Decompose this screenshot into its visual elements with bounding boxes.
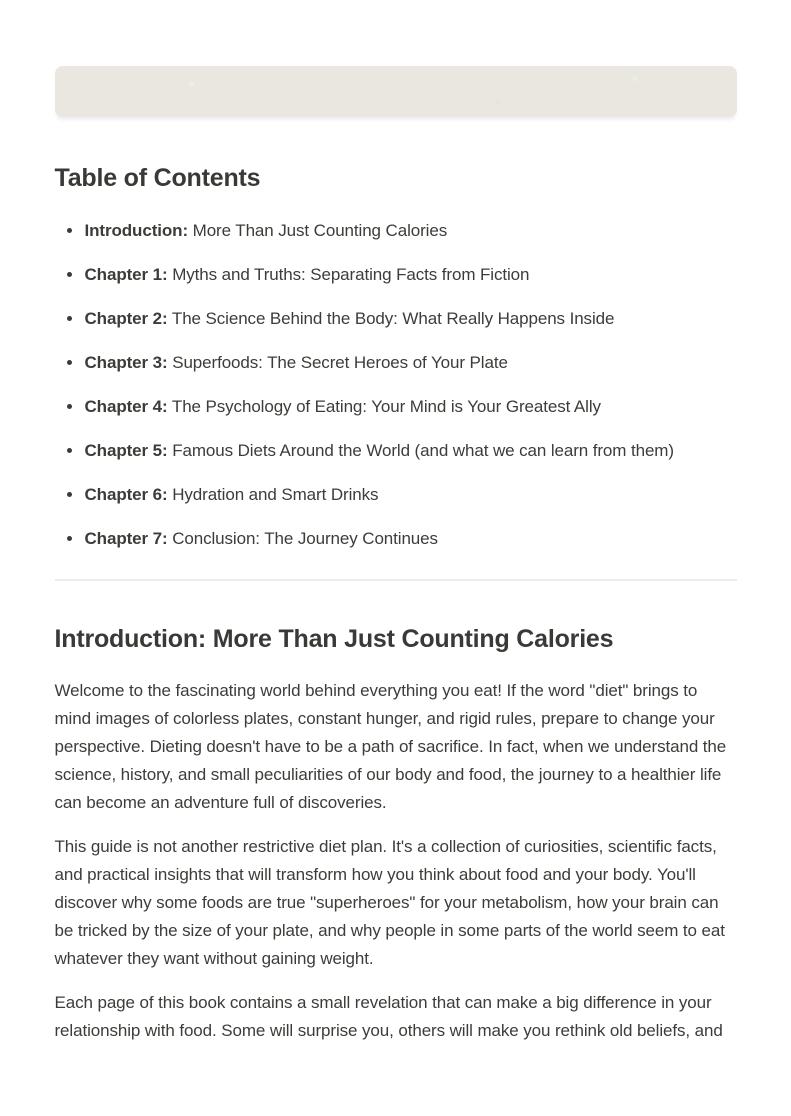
toc-item-chapter-4 <box>55 395 737 419</box>
bullet-icon <box>67 228 72 233</box>
banner-image <box>55 66 737 117</box>
toc-item-text: Famous Diets Around the World (and what we can learn from them) <box>172 440 674 460</box>
toc-item-label: Chapter 4: <box>84 396 168 416</box>
bullet-icon <box>67 360 72 365</box>
bullet-icon <box>67 448 72 453</box>
bullet-icon <box>67 536 72 541</box>
toc-item-text: Hydration and Smart Drinks <box>172 484 379 504</box>
toc-item-text: The Science Behind the Body: What Really Happens Inside <box>171 308 615 328</box>
intro-paragraph-1: Welcome to the fascinating world behind everything you eat! If the word "diet" brings to mind images of colorless plates, constant hunger, and rigid rules, prepare to change your perspective. Dieting doesn't have to be a path of sacrifice. In fact, when we understand the science, history, and small peculiarities of our body and food, the journey to a healthier life can become an adventure full of discoveries. <box>54 681 727 812</box>
introduction-title: Introduction: More Than Just Counting Calories <box>54 624 614 653</box>
toc-item-text: Superfoods: The Secret Heroes of Your Plate <box>172 352 508 372</box>
toc-item-label: Chapter 6: <box>84 484 168 504</box>
toc-item-chapter-2 <box>55 307 737 331</box>
toc-item-label: Chapter 2: <box>84 308 168 328</box>
toc-item-text: Conclusion: The Journey Continues <box>172 528 438 548</box>
document-page <box>55 66 737 1045</box>
toc-item-label: Introduction: <box>84 220 189 240</box>
toc-item-chapter-7 <box>55 527 737 551</box>
intro-paragraph-2: This guide is not another restrictive diet plan. It's a collection of curiosities, scientific facts, and practical insights that will transform how you think about food and your body. You'll discover why some foods are true "superheroes" for your metabolism, how your brain can be tricked by the size of your plate, and why people in some parts of the world seem to eat whatever they want without gaining weight. <box>54 837 725 968</box>
bullet-icon <box>67 492 72 497</box>
bullet-icon <box>67 316 72 321</box>
toc-title: Table of Contents <box>54 164 261 192</box>
toc-item-label: Chapter 1: <box>84 264 168 284</box>
toc-item-chapter-3 <box>55 351 737 375</box>
bullet-icon <box>67 272 72 277</box>
toc-item-text: More Than Just Counting Calories <box>192 220 448 240</box>
section-divider <box>55 579 737 581</box>
toc-item-label: Chapter 7: <box>84 528 168 548</box>
toc-item-chapter-5 <box>55 439 737 463</box>
toc-item-chapter-1 <box>55 263 737 287</box>
toc-item-text: The Psychology of Eating: Your Mind is Your Greatest Ally <box>171 396 601 416</box>
introduction-body <box>55 677 737 1045</box>
toc-item-text: Myths and Truths: Separating Facts from Fiction <box>172 264 530 284</box>
toc-item-chapter-6 <box>55 483 737 507</box>
toc-item-label: Chapter 5: <box>84 440 168 460</box>
toc-item-introduction <box>55 219 737 243</box>
toc-item-label: Chapter 3: <box>84 352 168 372</box>
intro-paragraph-3: Each page of this book contains a small revelation that can make a big difference in your relationship with food. Some will surprise you, others will make you rethink old beliefs, and <box>54 993 723 1040</box>
toc-list <box>55 219 737 551</box>
bullet-icon <box>67 404 72 409</box>
